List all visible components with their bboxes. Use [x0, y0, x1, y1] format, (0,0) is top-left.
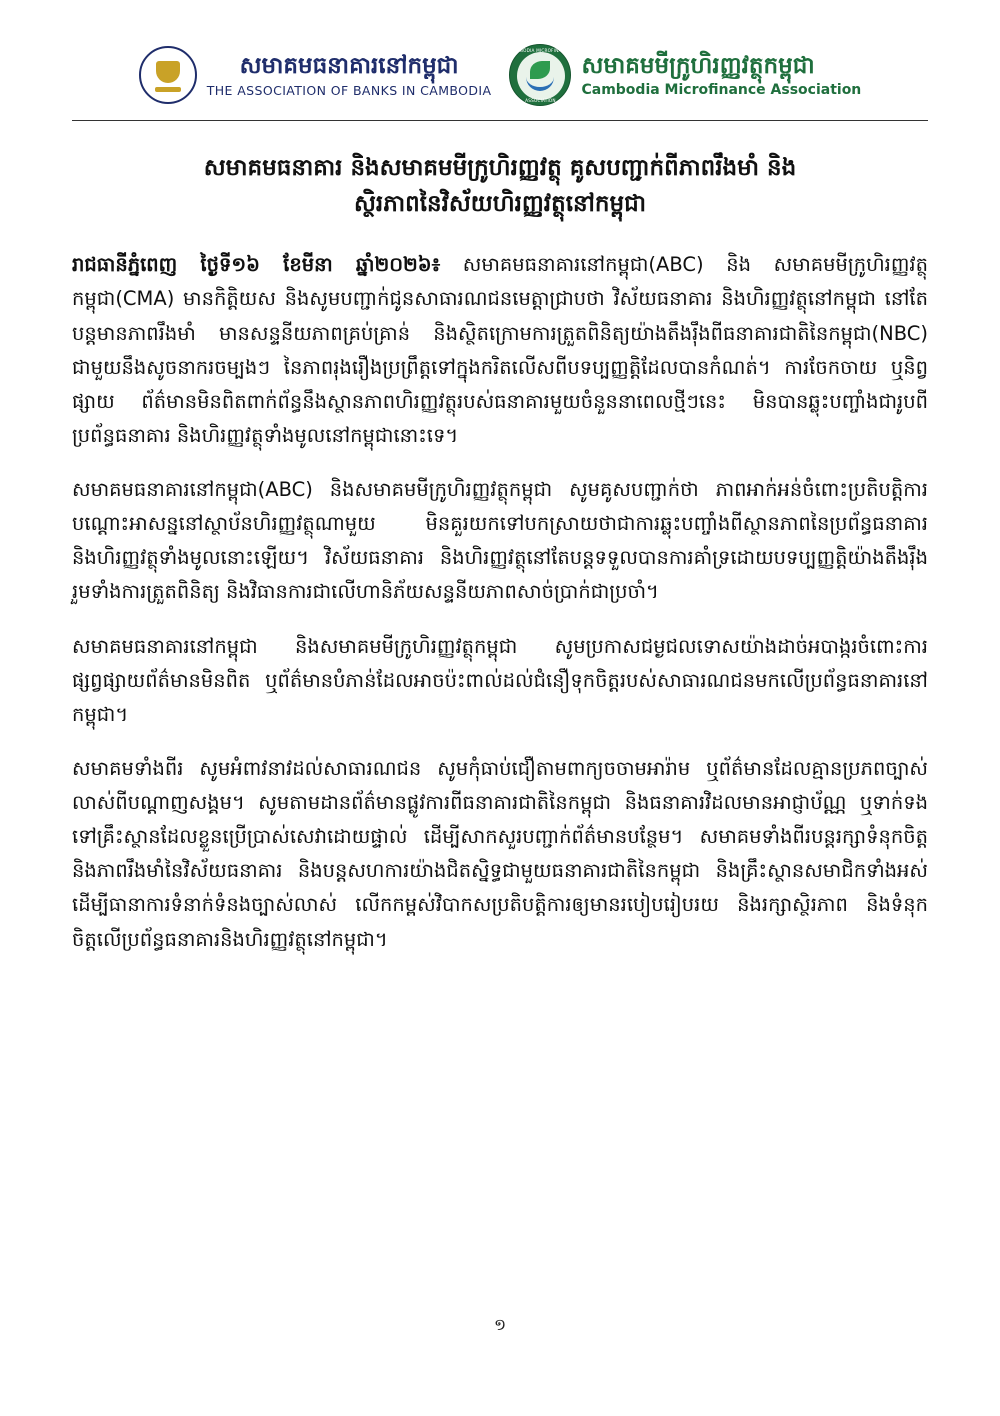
org-abc — [139, 46, 492, 104]
org-cma-name-kh: សមាគមមីក្រូហិរញ្ញវត្ថុកម្ពុជា — [581, 52, 815, 79]
page-title-line-1: សមាគមធនាគារ និងសមាគមមីក្រូហិរញ្ញវត្ថុ គូសបញ្ជាក់ពីភាពរឹងមាំ និង — [203, 155, 797, 181]
cma-ring-top: CAMBODIA MICROFINANCE — [510, 47, 571, 53]
paragraph-1 — [72, 248, 928, 453]
org-abc-text — [207, 52, 492, 98]
paragraph-1-text: សមាគមធនាគារនៅកម្ពុជា(ABC) និង សមាគមមីក្រូហិរញ្ញវត្ថុកម្ពុជា(CMA) មានកិត្តិយស និងសូមបញ្ជាក់ជូនសាធារណជនមេត្តាជ្រាបថា វិស័យធនាគារ និងហិរញ្ញវត្ថុនៅកម្ពុជា នៅតែបន្តមានភាពរឹងមាំ មានសន្ទនីយភាពគ្រប់គ្រាន់ និងស្ថិតក្រោមការត្រួតពិនិត្យយ៉ាងតឹងរ៉ឹងពីធនាគារជាតិនៃកម្ពុជា(NBC) ជាមួយនឹងសូចនាករចម្បងៗ នៃភាពរុងរឿងប្រព្រឹត្តទៅក្នុងករិតលើសពីបទប្បញ្ញត្តិដែលបានកំណត់។ ការចែកចាយ ឬនិព្វផ្សាយ ព័ត៌មានមិនពិតពាក់ព័ន្ធនឹងស្ថានភាពហិរញ្ញវត្ថុរបស់ធនាគារមួយចំនួននាពេលថ្មីៗនេះ មិនបានឆ្លុះបញ្ចាំងជារូបពីប្រព័ន្ធធនាគារ និងហិរញ្ញវត្ថុទាំងមូលនៅកម្ពុជានោះទេ។ — [72, 253, 928, 447]
abc-seal-icon — [139, 46, 197, 104]
document-body — [72, 248, 928, 956]
cma-ring-bottom: ASSOCIATION — [525, 97, 556, 103]
paragraph-2: សមាគមធនាគារនៅកម្ពុជា(ABC) និងសមាគមមីក្រូហិរញ្ញវត្ថុកម្ពុជា សូមគូសបញ្ជាក់ថា ភាពអាក់អន់ចំពោះប្រតិបត្តិការបណ្ដោះអាសន្ននៅស្ថាប័នហិរញ្ញវត្ថុណាមួយ មិនគួរយកទៅបកស្រាយថាជាការឆ្លុះបញ្ចាំងពីស្ថានភាពនៃប្រព័ន្ធធនាគារនិងហិរញ្ញវត្ថុទាំងមូលនោះឡើយ។ វិស័យធនាគារ និងហិរញ្ញវត្ថុនៅតែបន្តទទួលបានការគាំទ្រដោយបទប្បញ្ញត្តិយ៉ាងតឹងរ៉ឹង រួមទាំងការត្រួតពិនិត្យ និងវិធានការជាលើហានិភ័យសន្ទនីយភាពសាច់ប្រាក់ជាប្រចាំ។ — [72, 478, 928, 604]
org-abc-name-kh: សមាគមធនាគារនៅកម្ពុជា — [239, 53, 459, 80]
cma-seal-ring-text — [510, 45, 570, 105]
cma-seal-icon — [509, 44, 571, 106]
org-abc-name-en: THE ASSOCIATION OF BANKS IN CAMBODIA — [206, 82, 492, 98]
page-title-line-2: ស្ថិរភាពនៃវិស័យហិរញ្ញវត្ថុនៅកម្ពុជា — [354, 190, 646, 217]
paragraph-3: សមាគមធនាគារនៅកម្ពុជា និងសមាគមមីក្រូហិរញ្ញវត្ថុកម្ពុជា សូមប្រកាសជម្ងជលទោសយ៉ាងដាច់អបាង្ករចំពោះការផ្សព្វផ្សាយព័ត៌មានមិនពិត ឬព័ត៌មានបំភាន់ដែលអាចប៉ះពាល់ដល់ជំនឿទុកចិត្តរបស់សាធារណជនមកលើប្រព័ន្ធធនាគារនៅកម្ពុជា។ — [72, 634, 928, 726]
org-cma-name-en: Cambodia Microfinance Association — [581, 82, 862, 99]
letterhead — [72, 38, 928, 106]
paragraph-4: សមាគមទាំងពីរ សូមអំពាវនាវដល់សាធារណជន សូមកុំធាប់ជឿតាមពាក្យចចាមអារ៉ាម ឬព័ត៌មានដែលគ្មានប្រភពច្បាស់លាស់ពីបណ្ដាញសង្គម។ សូមតាមដានព័ត៌មានផ្លូវការពីធនាគារជាតិនៃកម្ពុជា និងធនាគារវិដលមានអាជ្ញាប័ណ្ណ ឬទាក់ទងទៅគ្រឹះស្ថានដែលខ្លួនប្រើប្រាស់សេវាដោយផ្ទាល់ ដើម្បីសាកសួរបញ្ជាក់ព័ត៌មានបន្ថែម។ សមាគមទាំងពីរបន្តរក្សាទំនុកចិត្ត និងភាពរឹងមាំនៃវិស័យធនាគារ និងបន្តសហការយ៉ាងជិតស្និទ្ធជាមួយធនាគារជាតិនៃកម្ពុជា និងគ្រឹះស្ថានសមាជិកទាំងអស់ ដើម្បីធានាការទំនាក់ទំនងច្បាស់លាស់ លើកកម្ពស់វិបាកសប្រតិបត្តិការឲ្យមានរបៀបរៀបរយ និងរក្សាស្ថិរភាព និងទំនុកចិត្តលើប្រព័ន្ធធនាគារនិងហិរញ្ញវត្ថុនៅកម្ពុជា។ — [72, 756, 928, 951]
page-title — [112, 151, 888, 222]
dateline: រាជធានីភ្នំពេញ ថ្ងៃទី១៦ ខែមីនា ឆ្នាំ២០២៦៖ — [72, 253, 441, 277]
page-number: ១ — [493, 1315, 507, 1334]
org-cma — [509, 44, 861, 106]
org-cma-text — [581, 52, 861, 99]
header-divider — [72, 120, 928, 121]
